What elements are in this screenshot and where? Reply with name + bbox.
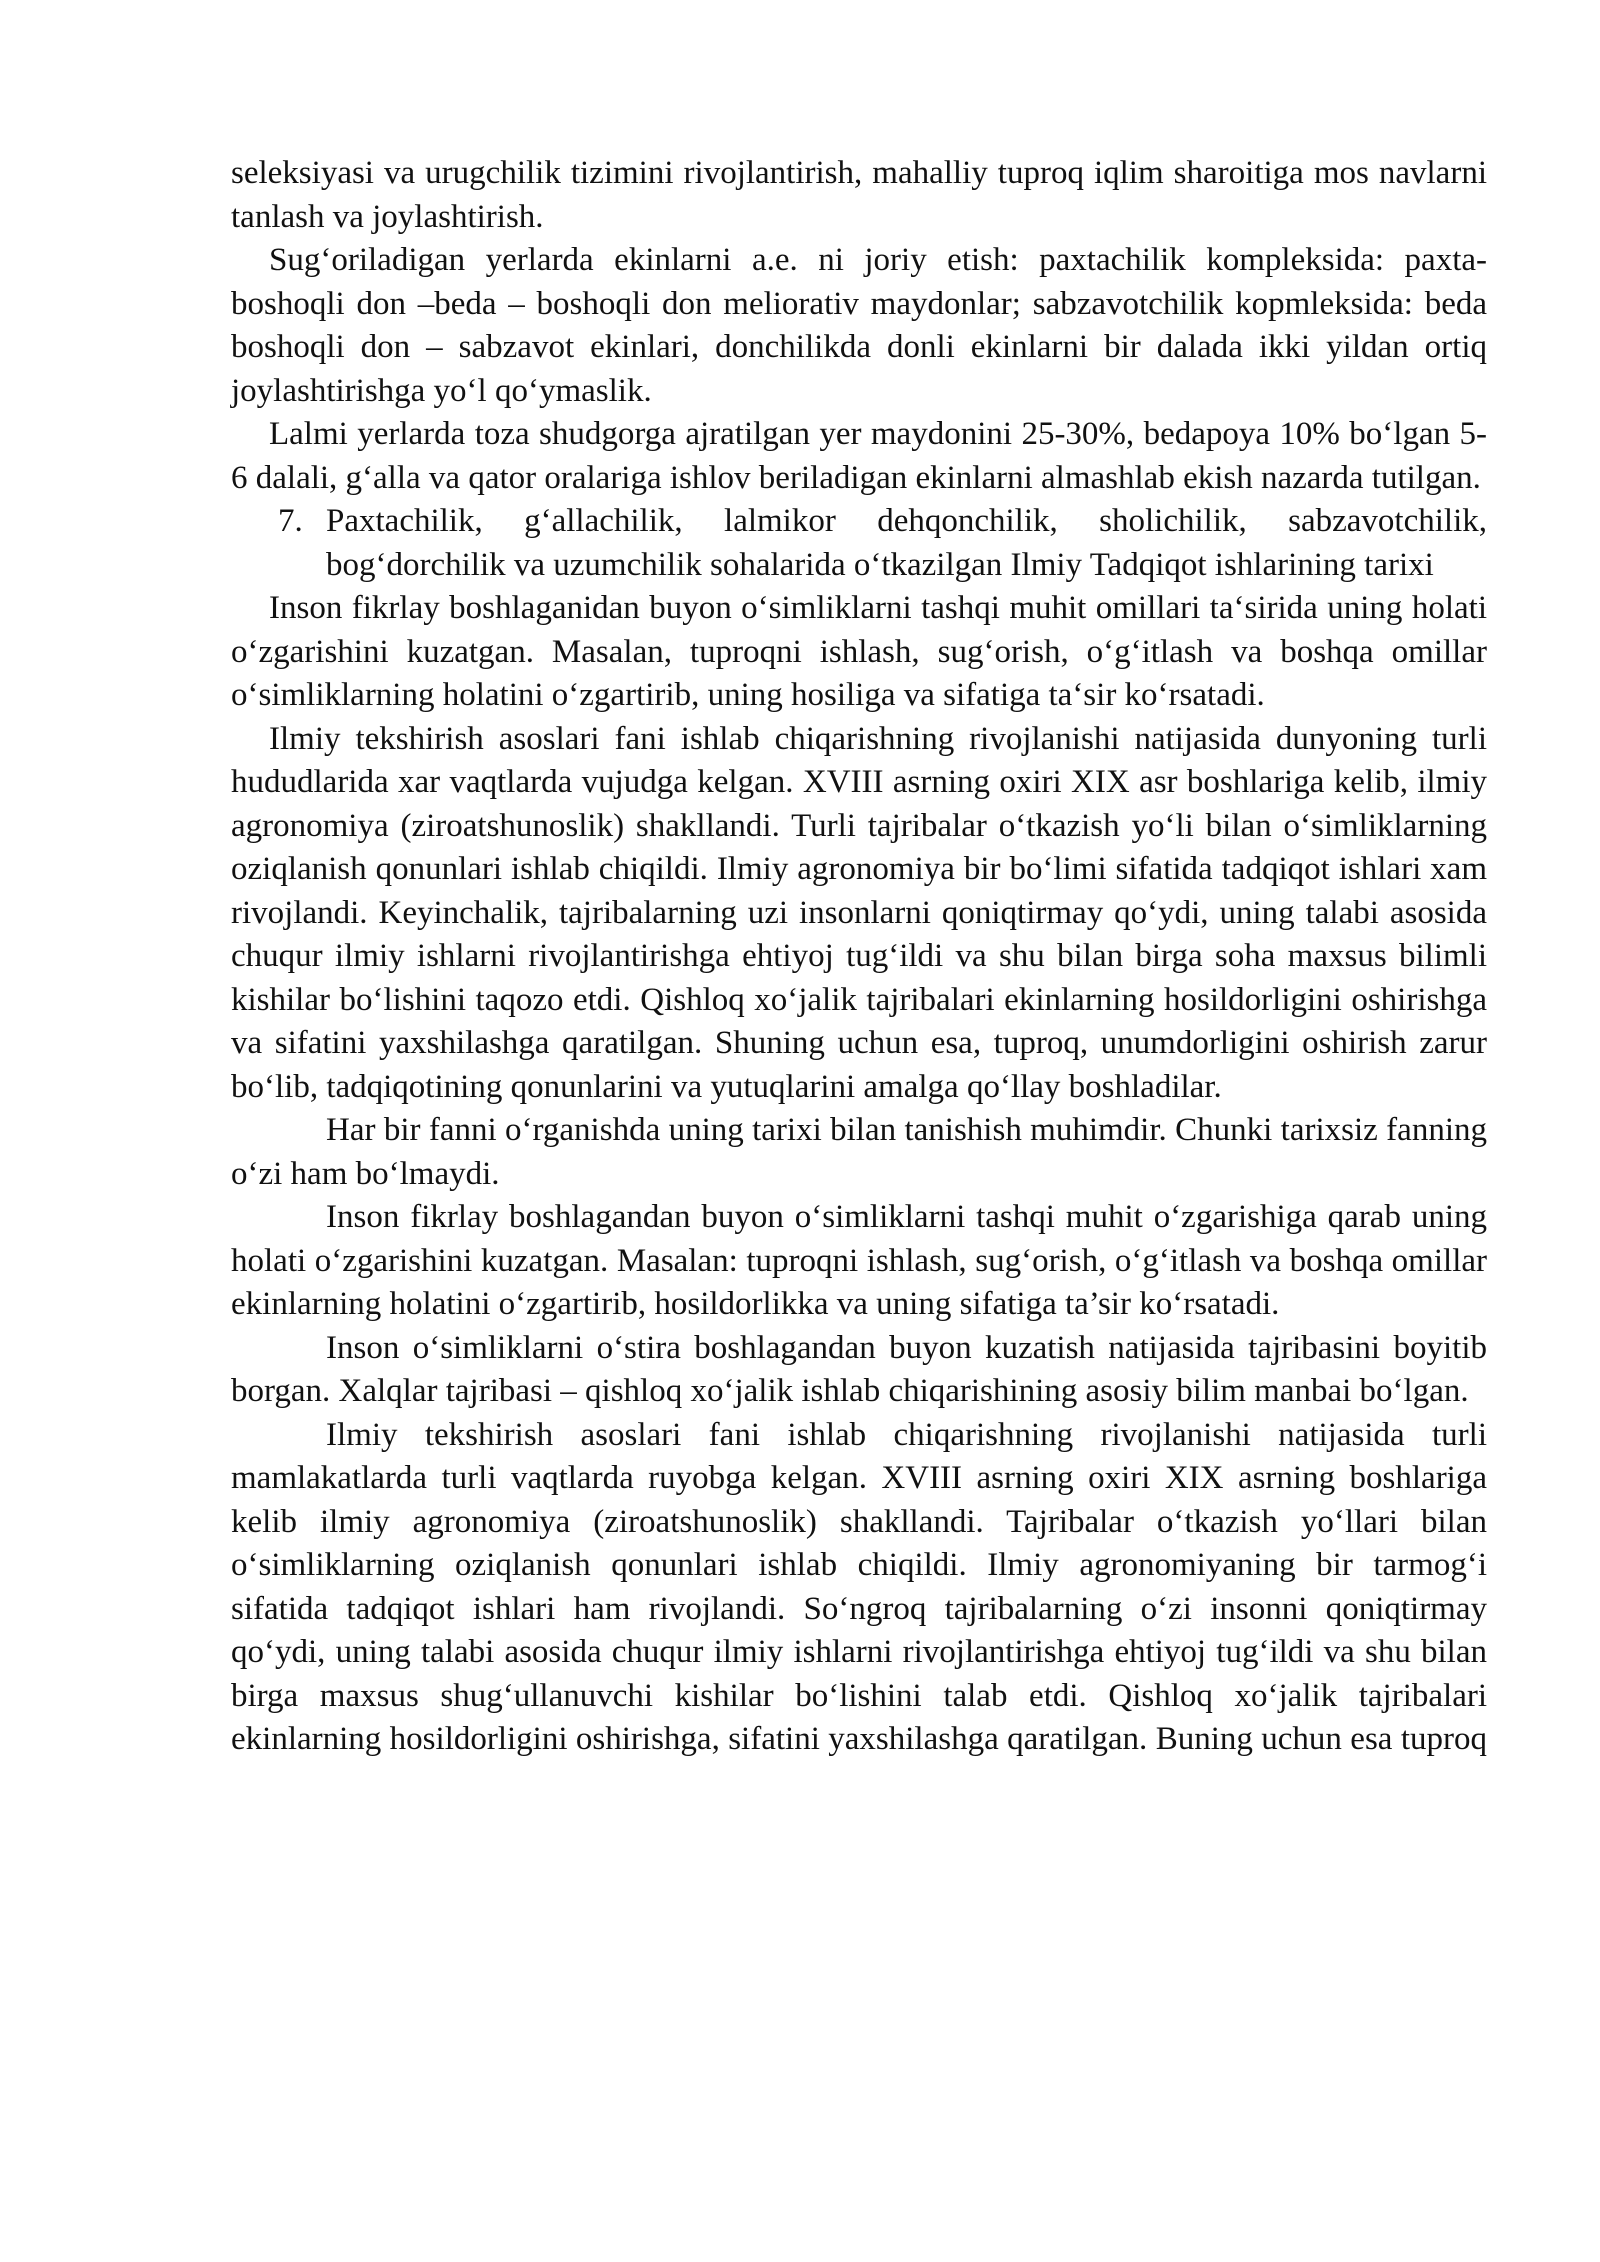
paragraph-human-observation: Inson fikrlay boshlaganidan buyon o‘simliklarni tashqi muhit omillari ta‘sirida uning holati o‘zgarishini kuzatgan. Masalan, tuproqni ishlash, sug‘orish, o‘g‘itlash va boshqa omillar o‘simliklarning holatini o‘zgartirib, uning hosiliga va sifatiga ta‘sir ko‘rsatadi. [231, 590, 1487, 713]
paragraph-rainfed-lands: Lalmi yerlarda toza shudgorga ajratilgan yer maydonini 25-30%, bedapoya 10% bo‘lgan 5-6 dalali, g‘alla va qator oralariga ishlov beriladigan ekinlarni almashlab ekish nazarda tutilgan. [231, 416, 1487, 496]
paragraph-research-basics: Ilmiy tekshirish asoslari fani ishlab chiqarishning rivojlanishi natijasida dunyoning turli hududlarida xar vaqtlarda vujudga kelgan. XVIII asrning oxiri XIX asr boshlariga kelib, ilmiy agronomiya (ziroatshunoslik) shakllandi. Turli tajribalar o‘tkazish yo‘li bilan o‘simliklarning oziqlanish qonunlari ishlab chiqildi. Ilmiy agronomiya bir bo‘limi sifatida tadqiqot ishlari xam rivojlandi. Keyinchalik, tajribalarning uzi insonlarni qoniqtirmay qo‘ydi, uning talabi asosida chuqur ilmiy ishlarni rivojlantirishga ehtiyoj tug‘ildi va shu bilan birga soha maxsus bilimli kishilar bo‘lishini taqozo etdi. Qishloq xo‘jalik tajribalari ekinlarning hosildorligini oshirishga va sifatini yaxshilashga qaratilgan. Shuning uchun esa, tuproq, unumdorligini oshirish zarur bo‘lib, tadqiqotining qonunlarini va yutuqlarini amalga qo‘llay boshladilar. [231, 720, 1487, 1105]
paragraph-folk-experience: Inson o‘simliklarni o‘stira boshlagandan buyon kuzatish natijasida tajribasini boyitib borgan. Xalqlar tajribasi – qishloq xo‘jalik ishlab chiqarishining asosiy bilim manbai bo‘lgan. [231, 1329, 1487, 1409]
paragraph-human-observation-2: Inson fikrlay boshlagandan buyon o‘simliklarni tashqi muhit o‘zgarishiga qarab uning holati o‘zgarishini kuzatgan. Masalan: tuproqni ishlash, sug‘orish, o‘g‘itlash va boshqa omillar ekinlarning holatini o‘zgartirib, hosildorlikka va uning sifatiga ta’sir ko‘rsatadi. [231, 1199, 1487, 1322]
paragraph-history-importance: Har bir fanni o‘rganishda uning tarixi bilan tanishish muhimdir. Chunki tarixsiz fanning o‘zi ham bo‘lmaydi. [231, 1112, 1487, 1192]
paragraph-irrigated-lands: Sug‘oriladigan yerlarda ekinlarni a.e. ni joriy etish: paxtachilik kompleksida: paxta- boshoqli don –beda – boshoqli don meliorativ maydonlar; sabzavotchilik kopmleksida: beda boshoqli don – sabzavot ekinlari, donchilikda donli ekinlarni bir dalada ikki yildan ortiq joylashtirishga yo‘l qo‘ymaslik. [231, 242, 1487, 409]
paragraph-research-basics-2: Ilmiy tekshirish asoslari fani ishlab chiqarishning rivojlanishi natijasida turli mamlakatlarda turli vaqtlarda ruyobga kelgan. XVIII asrning oxiri XIX asrning boshlariga kelib ilmiy agronomiya (ziroatshunoslik) shakllandi. Tajribalar o‘tkazish yo‘llari bilan o‘simliklarning oziqlanish qonunlari ishlab chiqildi. Ilmiy agronomiyaning bir tarmog‘i sifatida tadqiqot ishlari ham rivojlandi. So‘ngroq tajribalarning o‘zi insonni qoniqtirmay qo‘ydi, uning talabi asosida chuqur ilmiy ishlarni rivojlantirishga ehtiyoj tug‘ildi va shu bilan birga maxsus shug‘ullanuvchi kishilar bo‘lishini talab etdi. Qishloq xo‘jalik tajribalari ekinlarning hosildorligini oshirishga, sifatini yaxshilashga qaratilgan. Buning uchun esa tuproq [231, 1416, 1487, 1757]
section-heading-7 [231, 500, 1487, 587]
document-page [231, 152, 1487, 1762]
section-number: 7. [278, 503, 303, 539]
section-title: Paxtachilik, g‘allachilik, lalmikor dehqonchilik, sholichilik, sabzavotchilik, bog‘dorchilik va uzumchilik sohalarida o‘tkazilgan Ilmiy Tadqiqot ishlarining tarixi [326, 503, 1487, 583]
paragraph-continuation: seleksiyasi va urugchilik tizimini rivojlantirish, mahalliy tuproq iqlim sharoitiga mos navlarni tanlash va joylashtirish. [231, 155, 1487, 235]
